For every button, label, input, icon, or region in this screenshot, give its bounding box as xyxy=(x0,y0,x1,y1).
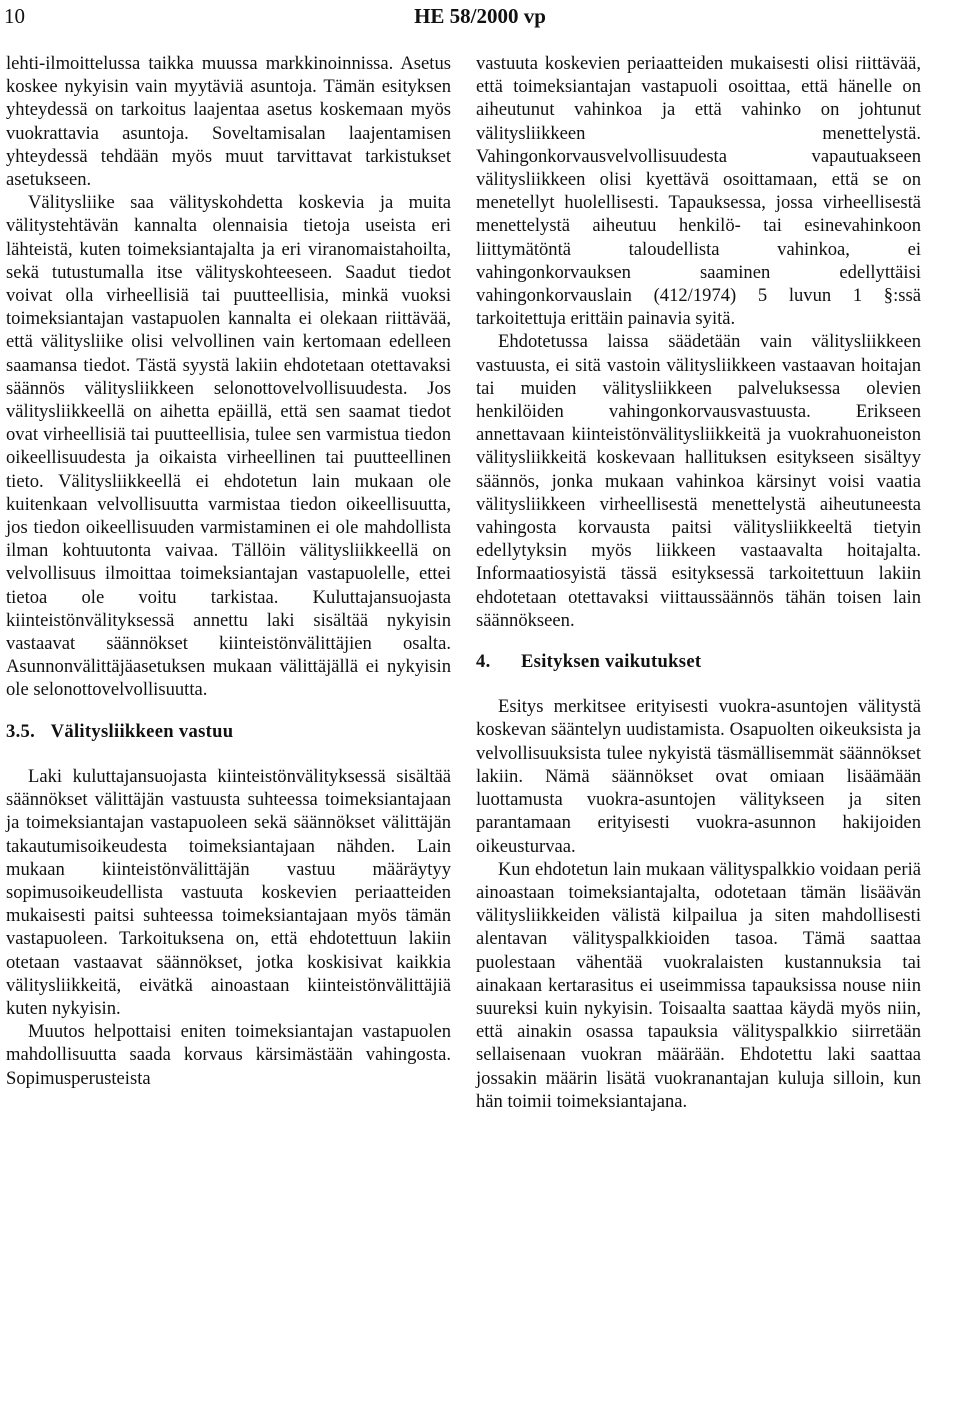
right-paragraph-2: Ehdotetussa laissa säädetään vain välitysliikkeen vastuusta, ei sitä vastoin välitysliikkeen vastaavan hoitajan tai muiden välitysliikkeen palveluksessa olevien henkilöiden vahingonkorvausvastuusta. Erikseen annettavaan kiinteistönvälitysliikkeitä ja vuokrahuoneiston välitysliikkeitä koskevaan hallituksen esitykseen sisältyy säännös, jonka mukaan vahinkoa kärsinyt voisi vaatia välitysliikkeen virheellisestä menettelystä aiheutuneesta vahingosta korvausta paitsi välitysliikkeeltä tietyin edellytyksin myös liikkeen vastaavalta hoitajalta. Informaatiosyistä tässä esityksessä tarkoitettuun lakiin ehdotetaan otettavaksi viittaussäännös tähän toisen lain säännökseen. xyxy=(476,331,921,631)
page-header xyxy=(0,4,960,36)
right-paragraph-3: Esitys merkitsee erityisesti vuokra-asuntojen välitystä koskevan sääntelyn uudistamista. Osapuolten oikeuksista ja velvollisuuksista tulee nykyistä täsmällisemmät säännökset lakiin. Nämä säännökset ovat omiaan lisäämään luottamusta vuokra-asuntojen välitykseen ja siten parantamaan erityisesti vuokra-asunnon hakijoiden oikeusturvaa. xyxy=(476,696,921,857)
section-number: 4. xyxy=(476,651,491,673)
left-paragraph-2: Välitysliike saa välityskohdetta koskevia ja muita välitystehtävän kannalta olennaisia tietoja useista eri lähteistä, kuten toimeksiantajalta ja eri viranomaistahoilta, sekä tutustumalla itse välityskohteeseen. Saadut tiedot voivat olla virheellisiä tai puutteellisia, minkä vuoksi toimeksiantajan vastapuolen kannalta ei olekaan riittävää, että välitysliike olisi velvollinen vain kertomaan edelleen saamansa tiedot. Tästä syystä lakiin ehdotetaan otettavaksi säännös välitysliikkeen selonottovelvollisuudesta. Jos välitysliikkeellä on aihetta epäillä, että sen saamat tiedot ovat virheellisiä tai puutteellisia, tulee sen varmistua tiedon oikeellisuudesta ja oikaista virheellinen tai puutteellinen tieto. Välitysliikkeellä ei ehdotetun lain mukaan ole kuitenkaan velvollisuutta varmistaa tiedon oikeellisuutta, jos tiedon oikeellisuuden varmistaminen ei ole mahdollista ilman kohtuutonta vaivaa. Tällöin välitysliikkeellä on velvollisuus ilmoittaa toimeksiantajan vastapuolelle, ettei tietoa ole voitu tarkistaa. Kuluttajansuojasta kiinteistönvälityksessä annettu laki sisältää nykyisin vastaavat säännökset kiinteistönvälittäjien osalta. Asunnonvälittäjäasetuksen mukaan välittäjällä ei nykyisin ole selonottovelvollisuutta. xyxy=(6,192,451,701)
page-number: 10 xyxy=(4,4,25,28)
right-paragraph-4: Kun ehdotetun lain mukaan välityspalkkio voidaan periä ainoastaan toimeksiantajalta, odotetaan tämän lisäävän välitysliikkeiden välistä kilpailua ja siten mahdollisesti alentavan välityspalkkioiden tasoa. Tämä saattaa puolestaan vähentää vuokralaisten kustannuksia tai ainakaan kertarasitus ei useimmissa tapauksissa nouse niin suureksi kuin nykyisin. Toisaalta saattaa käydä myös niin, että ainakin osassa tapauksia välityspalkkio siirretään sellaisenaan vuokran määrään. Ehdotettu laki saattaa jossakin määrin lisätä vuokranantajan kuluja silloin, kun hän toimii toimeksiantajana. xyxy=(476,858,921,1112)
left-paragraph-4: Muutos helpottaisi eniten toimeksiantajan vastapuolen mahdollisuutta saada korvaus kärsimästään vahingosta. Sopimusperusteista xyxy=(6,1021,451,1089)
left-column xyxy=(6,52,451,1090)
right-paragraph-1: vastuuta koskevien periaatteiden mukaisesti olisi riittävää, että toimeksiantajan vastapuoli osoittaa, että hänelle on aiheutunut vahinkoa ja että vahinko on johtunut välitysliikkeen menettelystä. Vahingonkorvausvelvollisuudesta vapautuakseen välitysliikkeen olisi kyettävä osoittamaan, että se on menetellyt huolellisesti. Tapauksessa, jossa virheellisestä menettelystä aiheutuu henkilö- tai esinevahinkoon liittymätöntä taloudellista vahinkoa, ei vahingonkorvauksen saaminen edellyttäisi vahingonkorvauslain (412/1974) 5 luvun 1 §:ssä tarkoitettuja erittäin painavia syitä. xyxy=(476,53,921,330)
section-heading-4 xyxy=(476,650,921,673)
left-paragraph-1: lehti-ilmoittelussa taikka muussa markkinoinnissa. Asetus koskee nykyisin vain myytäviä asuntoja. Tämän esityksen yhteydessä on tarkoitus laajentaa asetus koskemaan myös vuokrattavia asuntoja. Soveltamisalan laajentamisen yhteydessä tehdään myös muut tarvittavat tarkistukset asetukseen. xyxy=(6,53,451,191)
section-heading-3-5 xyxy=(6,720,451,743)
section-title: Esityksen vaikutukset xyxy=(520,651,702,673)
section-title: Välitysliikkeen vastuu xyxy=(50,720,234,742)
left-paragraph-3: Laki kuluttajansuojasta kiinteistönvälityksessä sisältää säännökset välittäjän vastuusta suhteessa toimeksiantajaan ja toimeksiantajan vastapuoleen sekä säännökset välittäjän takautumisoikeudesta toimeksiantajaan nähden. Lain mukaan kiinteistönvälittäjän vastuu määräytyy sopimusoikeudellista vastuuta koskevien periaatteiden mukaisesti paitsi suhteessa toimeksiantajaan myös tämän vastapuoleen. Tarkoituksena on, että ehdotettuun lakiin otetaan vastaavat säännökset, jotka koskisivat kaikkia välitysliikkeitä, eivätkä ainoastaan kiinteistönvälittäjiä kuten nykyisin. xyxy=(6,765,451,1019)
section-number: 3.5. xyxy=(6,720,36,742)
document-id: HE 58/2000 vp xyxy=(414,4,546,28)
right-column xyxy=(476,52,921,1113)
